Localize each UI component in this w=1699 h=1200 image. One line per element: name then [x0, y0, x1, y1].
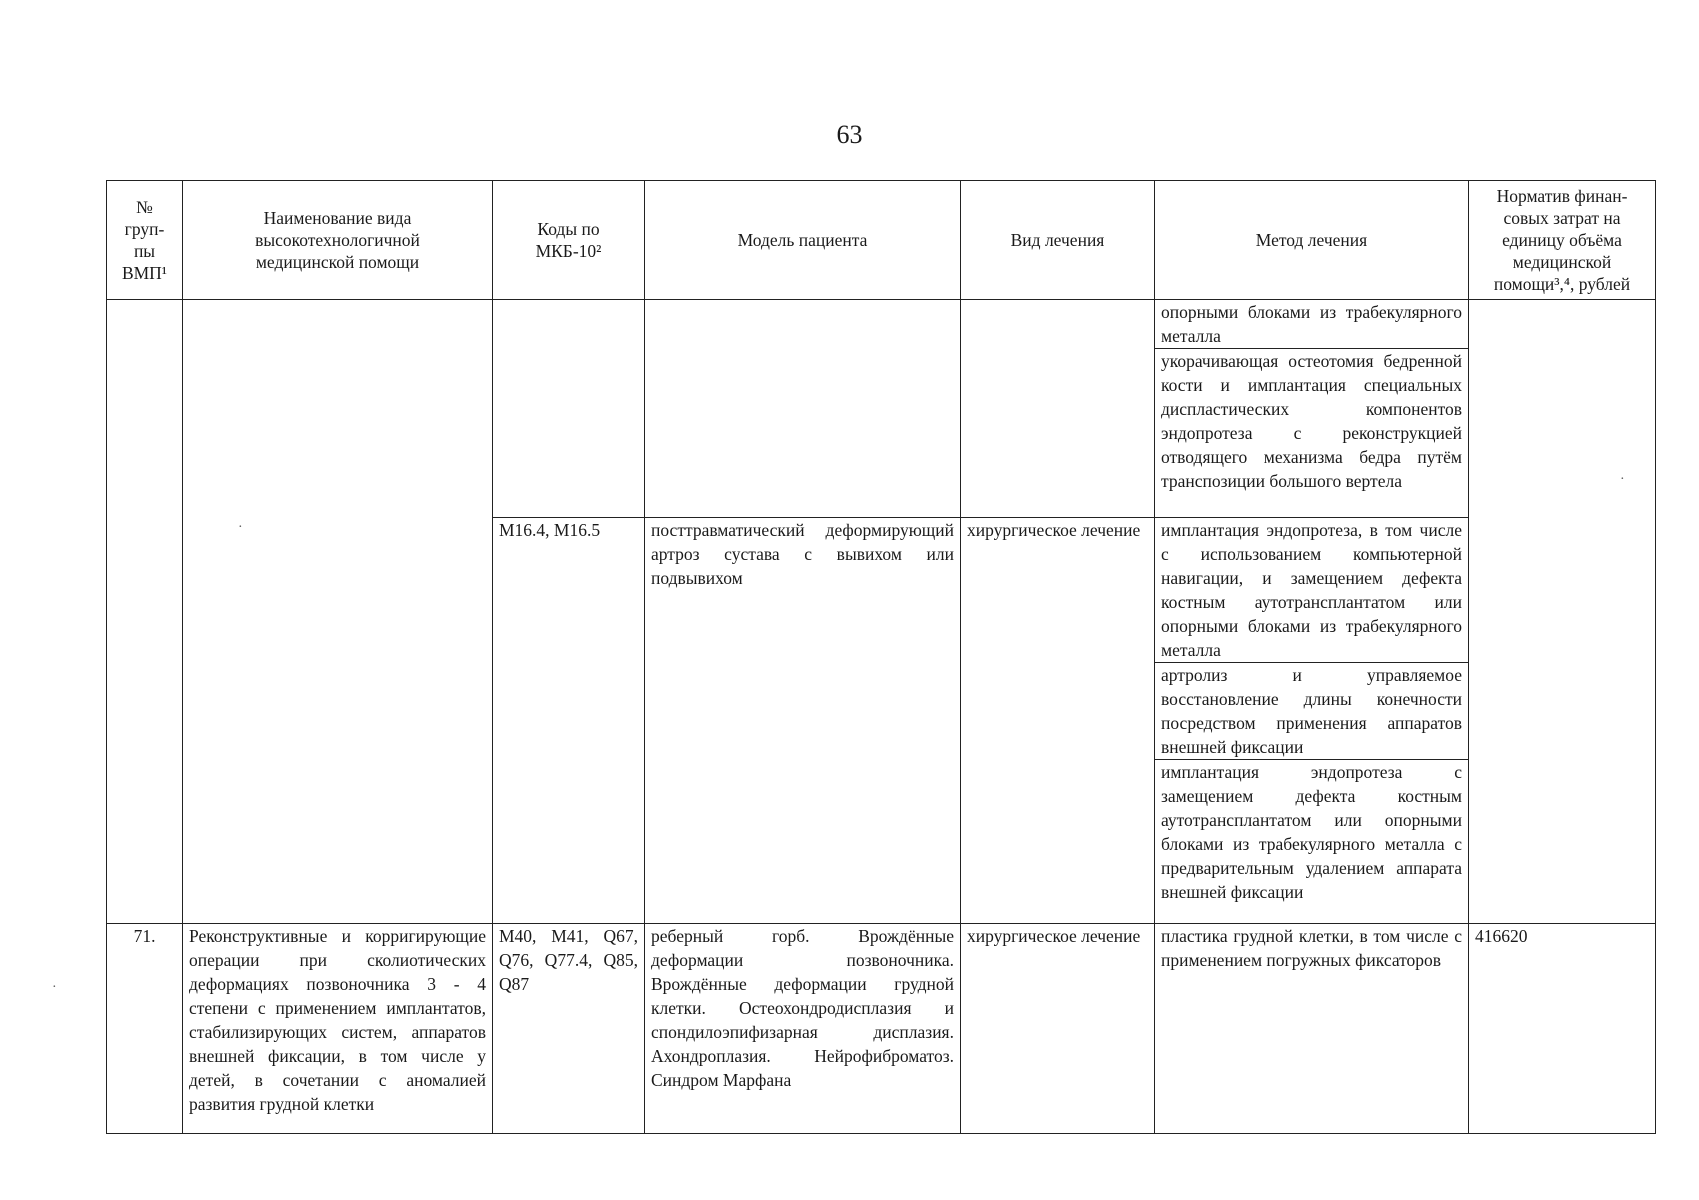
header-treatment-type: Вид лечения [961, 181, 1155, 300]
method-item: опорными блоками из трабекулярного металла [1161, 302, 1462, 346]
table-row [107, 300, 1656, 518]
method-item: укорачивающая остеотомия бедренной кости и имплантация специальных диспластических компонентов эндопротеза с реконструкцией отводящего механизма бедра путём транспозиции большого вертела [1155, 349, 1468, 494]
scan-speck: · [52, 980, 57, 995]
header-treatment-method: Метод лечения [1155, 181, 1469, 300]
treatment-type-cell: хирургическое лечение [961, 518, 1155, 924]
patient-model-cell: реберный горб. Врождённые деформации позвоночника. Врождённые деформации грудной клетки. Остеохондродисплазия и спондилоэпифизарная дисплазия. Ахондроплазия. Нейрофиброматоз. Синдром Марфана [645, 924, 961, 1134]
care-name-cell: Реконструктивные и корригирующие операции при сколиотических деформациях позвоночника 3 - 4 степени с применением имплантатов, стабилизирующих систем, аппаратов внешней фиксации, в том числе у детей, в сочетании с аномалией развития грудной клетки [183, 924, 493, 1134]
treatment-method-cell [1155, 924, 1469, 1134]
method-item: имплантация эндопротеза, в том числе с использованием компьютерной навигации, и замещением дефекта костным аутотрансплантатом или опорными блоками из трабекулярного металла [1161, 520, 1462, 660]
scan-speck: · [238, 520, 243, 535]
icd-codes-cell: M40, M41, Q67, Q76, Q77.4, Q85, Q87 [493, 924, 645, 1134]
treatment-method-cell [1155, 518, 1469, 924]
header-care-name: Наименование вида высокотехнологичной медицинской помощи [183, 181, 493, 300]
method-item: имплантация эндопротеза с замещением дефекта костным аутотрансплантатом или опорными блоками из трабекулярного металла с предварительным удалением аппарата внешней фиксации [1155, 760, 1468, 905]
treatment-type-cell: хирургическое лечение [961, 924, 1155, 1134]
header-cost-standard: Норматив финан- совых затрат на единицу объёма медицинской помощи³,⁴, рублей [1469, 181, 1656, 300]
treatment-type-cell [961, 300, 1155, 518]
header-group-number: № груп- пы ВМП¹ [107, 181, 183, 300]
icd-codes-cell [493, 300, 645, 518]
icd-codes-cell: M16.4, M16.5 [493, 518, 645, 924]
method-item: пластика грудной клетки, в том числе с применением погружных фиксаторов [1161, 926, 1462, 970]
treatment-method-cell [1155, 300, 1469, 518]
header-icd-codes: Коды по МКБ-10² [493, 181, 645, 300]
vmp-table [106, 180, 1656, 1134]
patient-model-cell [645, 300, 961, 518]
group-number-cell: 71. [107, 924, 183, 1134]
method-item: артролиз и управляемое восстановление длины конечности посредством применения аппаратов внешней фиксации [1155, 663, 1468, 760]
header-patient-model: Модель пациента [645, 181, 961, 300]
cost-cell [1469, 300, 1656, 924]
patient-model-cell: посттравматический деформирующий артроз сустава с вывихом или подвывихом [645, 518, 961, 924]
scan-speck: · [1620, 472, 1625, 487]
page-number: 63 [836, 120, 863, 149]
care-name-cell [183, 300, 493, 924]
table-header-row [107, 181, 1656, 300]
cost-cell: 416620 [1469, 924, 1656, 1134]
group-number-cell [107, 300, 183, 924]
table-row [107, 924, 1656, 1134]
